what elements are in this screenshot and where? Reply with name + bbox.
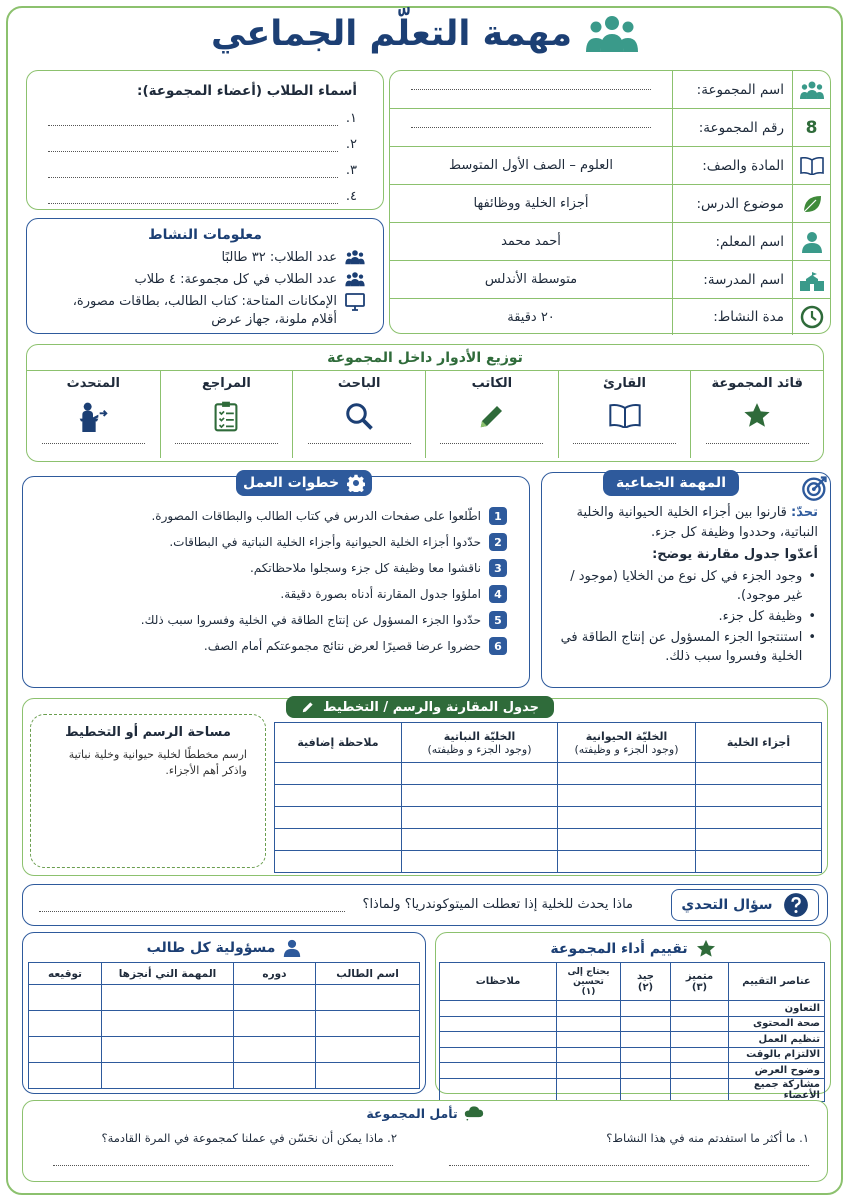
role-reviewer[interactable]: المراجع <box>160 370 293 458</box>
pencil-icon <box>301 700 315 714</box>
col-good: جيد (٢) <box>621 963 671 1001</box>
table-row[interactable] <box>275 851 822 873</box>
roles-title: توزيع الأدوار داخل المجموعة <box>27 345 823 371</box>
info-row-topic <box>390 185 830 223</box>
table-row[interactable] <box>275 763 822 785</box>
col-animal: الخليّة الحيوانية (وجود الجزء و وظيفته) <box>558 723 696 763</box>
target-icon <box>801 474 829 502</box>
reflection-answer-1[interactable] <box>449 1165 809 1166</box>
monitor-icon <box>345 293 365 329</box>
group-icon <box>792 71 830 108</box>
info-row-teacher <box>390 223 830 261</box>
col-notes: ملاحظة إضافية <box>275 723 402 763</box>
topic-value: أجزاء الخلية ووظائفها <box>473 196 589 211</box>
info-label: المادة والصف: <box>672 147 792 184</box>
responsibility-table <box>28 962 420 1089</box>
leaf-icon <box>792 185 830 222</box>
star-icon <box>742 399 772 433</box>
role-writer[interactable]: الكاتب <box>425 370 558 458</box>
challenge-question: ماذا يحدث للخلية إذا تعطلت الميتوكوندريا؟ ولماذا؟ <box>362 897 633 912</box>
member-line-2[interactable]: ٢. <box>48 137 357 152</box>
duration-value: ٢٠ دقيقة <box>507 309 555 325</box>
col-criteria: عناصر التقييم <box>729 963 825 1001</box>
info-row-group-number <box>390 109 830 147</box>
challenge-label-box: سؤال التحدي <box>671 889 819 921</box>
info-row-school <box>390 261 830 299</box>
task-title: المهمة الجماعية <box>603 470 739 496</box>
header <box>0 14 849 54</box>
info-row-group-name <box>390 71 830 109</box>
role-speaker[interactable]: المتحدث <box>27 370 160 458</box>
evaluation-header: تقييم أداء المجموعة <box>436 939 830 959</box>
info-label: اسم المعلم: <box>672 223 792 260</box>
group-name-field[interactable] <box>390 89 672 90</box>
task-panel <box>541 472 831 688</box>
activity-item: عدد الطلاب: ٣٢ طالبًا <box>43 249 365 267</box>
info-row-duration <box>390 299 830 335</box>
role-reader[interactable]: القارئ <box>558 370 691 458</box>
clock-icon <box>792 299 830 335</box>
page-title: مهمة التعلّم الجماعي <box>210 14 573 54</box>
member-line-1[interactable]: ١. <box>48 111 357 126</box>
evaluation-table <box>439 962 825 1102</box>
book-icon <box>792 147 830 184</box>
person-icon <box>283 939 301 957</box>
table-row[interactable] <box>275 785 822 807</box>
step-item: 4 املؤوا جدول المقارنة أدناه بصورة دقيقة. <box>280 585 507 603</box>
info-panel <box>389 70 831 334</box>
table-row[interactable]: مشاركة جميع الأعضاء <box>440 1078 825 1101</box>
table-row[interactable]: الالتزام بالوقت <box>440 1047 825 1063</box>
gear-icon <box>347 474 365 492</box>
thought-cloud-icon <box>464 1105 484 1121</box>
info-label: اسم المجموعة: <box>672 71 792 108</box>
info-label: مدة النشاط: <box>672 299 792 335</box>
col-needs-improvement: يحتاج إلى تحسين (١) <box>557 963 621 1001</box>
table-row[interactable] <box>29 1063 420 1089</box>
members-title: أسماء الطلاب (أعضاء المجموعة): <box>137 83 357 99</box>
col-role: دوره <box>234 963 316 985</box>
comparison-title: جدول المقارنة والرسم / التخطيط <box>286 696 554 718</box>
group-icon <box>586 14 638 54</box>
group-number-field[interactable] <box>390 127 672 128</box>
open-book-icon <box>608 399 642 433</box>
roles-row <box>27 370 823 460</box>
info-label: موضوع الدرس: <box>672 185 792 222</box>
table-row[interactable] <box>29 1011 420 1037</box>
task-challenge: تحدّ: قارنوا بين أجزاء الخلية الحيوانية والخلية النباتية، وحددوا وظيفة كل جزء. <box>576 505 818 540</box>
drawing-title: مساحة الرسم أو التخطيط <box>65 725 231 740</box>
col-notes: ملاحظات <box>440 963 557 1001</box>
col-task: المهمة التي أنجزها <box>102 963 234 985</box>
col-parts: أجزاء الخلية <box>696 723 822 763</box>
steps-panel <box>22 476 530 688</box>
challenge-answer-line[interactable] <box>39 911 345 912</box>
reflection-question-1: ١. ما أكثر ما استفدتم منه في هذا النشاط؟ <box>606 1131 809 1145</box>
table-row[interactable] <box>275 807 822 829</box>
steps-title: خطوات العمل <box>236 470 372 496</box>
activity-title: معلومات النشاط <box>148 227 262 243</box>
reflection-header: تأمل المجموعة <box>23 1105 827 1121</box>
challenge-panel <box>22 884 828 926</box>
star-icon <box>696 939 716 959</box>
member-line-3[interactable]: ٣. <box>48 163 357 178</box>
pencil-icon <box>477 399 507 433</box>
col-excellent: متميز (٣) <box>671 963 729 1001</box>
table-row[interactable]: التعاون <box>440 1001 825 1017</box>
drawing-area[interactable] <box>30 714 266 868</box>
activity-panel <box>26 218 384 334</box>
question-icon <box>783 892 809 918</box>
activity-item: الإمكانات المتاحة: كتاب الطالب، بطاقات مصورة، أقلام ملونة، جهاز عرض <box>43 293 365 329</box>
table-row[interactable]: وضوح العرض <box>440 1063 825 1079</box>
school-value: متوسطة الأندلس <box>484 272 578 287</box>
teacher-value: أحمد محمد <box>501 234 561 249</box>
step-item: 6 حضروا عرضا قصيرًا لعرض نتائج مجموعتكم أمام الصف. <box>204 637 507 655</box>
subject-value: العلوم – الصف الأول المتوسط <box>449 158 613 173</box>
step-item: 5 حدّدوا الجزء المسؤول عن إنتاج الطاقة في الخلية وفسروا سبب ذلك. <box>141 611 507 629</box>
table-row[interactable] <box>29 1037 420 1063</box>
comparison-table <box>274 722 822 873</box>
activity-item: عدد الطلاب في كل مجموعة: ٤ طلاب <box>43 271 365 289</box>
table-row[interactable]: تنظيم العمل <box>440 1032 825 1048</box>
member-line-4[interactable]: ٤. <box>48 189 357 204</box>
col-plant: الخليّة النباتية (وجود الجزء و وظيفته) <box>402 723 558 763</box>
magnifier-icon <box>344 399 374 433</box>
role-researcher[interactable]: الباحث <box>292 370 425 458</box>
col-signature: توقيعه <box>29 963 102 985</box>
reflection-question-2: ٢. ماذا يمكن أن نحَسّن في عملنا كمجموعة في المرة القادمة؟ <box>101 1131 397 1145</box>
school-icon <box>792 261 830 298</box>
reflection-answer-2[interactable] <box>53 1165 393 1166</box>
table-row[interactable]: صحة المحتوى <box>440 1016 825 1032</box>
podium-icon <box>77 399 109 433</box>
members-panel <box>26 70 384 210</box>
info-label: اسم المدرسة: <box>672 261 792 298</box>
role-leader[interactable]: قائد المجموعة <box>690 370 823 458</box>
task-table-heading: أعدّوا جدول مقارنة يوضح: <box>652 547 818 562</box>
info-row-subject <box>390 147 830 185</box>
step-item: 2 حدّدوا أجزاء الخلية الحيوانية وأجزاء الخلية النباتية في البطاقات. <box>169 533 507 551</box>
reflection-panel <box>22 1100 828 1182</box>
students-icon <box>345 271 365 289</box>
task-points: • وجود الجزء في كل نوع من الخلايا (موجود / غير موجود). • وظيفة كل جزء. • استنتجوا الجزء المسؤول عن إنتاج الطاقة في الخلية وفسروا سبب ذلك. <box>560 569 816 664</box>
drawing-text: ارسم مخططًا لخلية حيوانية وخلية نباتية واذكر أهم الأجزاء. <box>68 748 247 777</box>
table-row[interactable] <box>275 829 822 851</box>
table-row[interactable] <box>29 985 420 1011</box>
info-label: رقم المجموعة: <box>672 109 792 146</box>
teacher-icon <box>792 223 830 260</box>
responsibility-header: مسؤولية كل طالب <box>23 939 425 957</box>
checklist-icon <box>213 399 239 433</box>
students-icon <box>345 249 365 267</box>
step-item: 3 ناقشوا معا وظيفة كل جزء وسجلوا ملاحظاتكم. <box>250 559 507 577</box>
step-item: 1 اطّلعوا على صفحات الدرس في كتاب الطالب والبطاقات المصورة. <box>151 507 507 525</box>
col-student-name: اسم الطالب <box>316 963 420 985</box>
number-icon: 8 <box>792 109 830 146</box>
